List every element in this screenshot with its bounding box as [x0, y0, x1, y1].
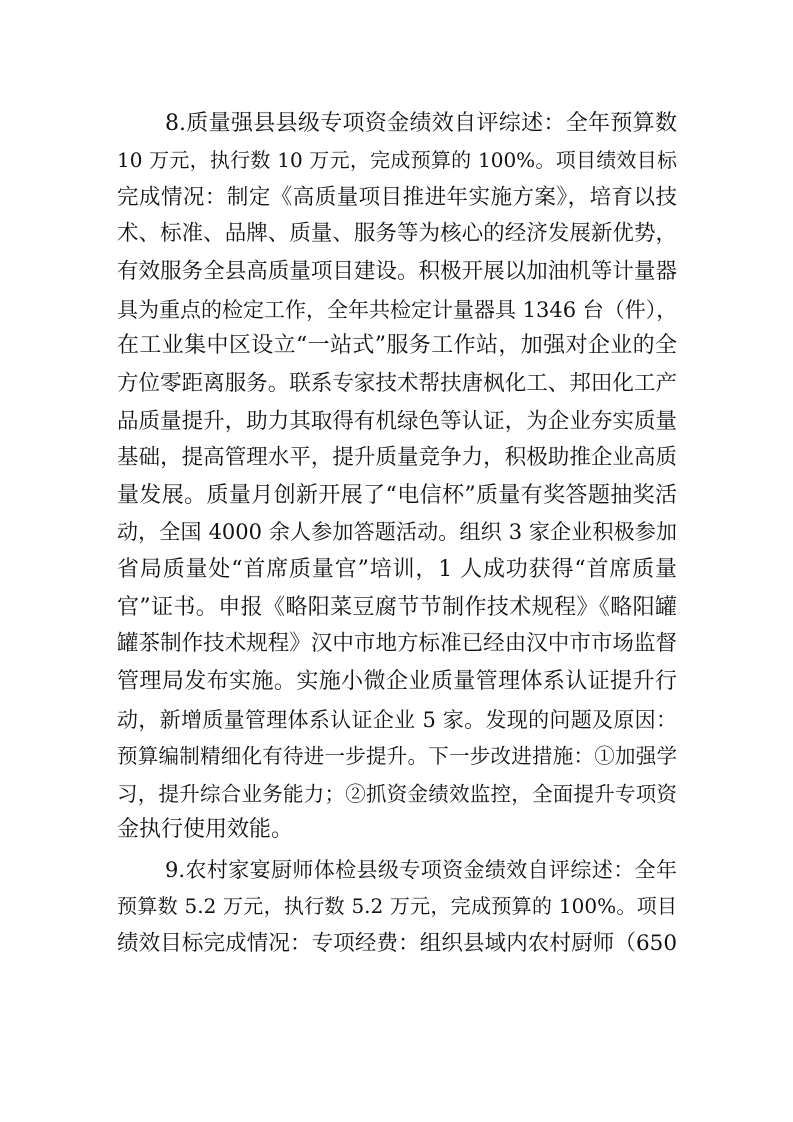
- text-line: 9.农村家宴厨师体检县级专项资金绩效自评综述：全年: [165, 858, 677, 882]
- text-line: 罐茶制作技术规程》汉中市地方标准已经由汉中市市场监督: [117, 631, 677, 656]
- text-line: 绩效目标完成情况：专项经费：组织县域内农村厨师（650: [117, 931, 677, 956]
- text-line: 习，提升综合业务能力；②抓资金绩效监控，全面提升专项资: [117, 782, 677, 806]
- text-line: 在工业集中区设立“一站式”服务工作站，加强对企业的全: [117, 333, 677, 358]
- text-line: 10 万元，执行数 10 万元，完成预算的 100%。项目绩效目标: [117, 148, 677, 172]
- text-line: 量发展。质量月创新开展了“电信杯”质量有奖答题抽奖活: [117, 483, 677, 508]
- text-line: 动，全国 4000 余人参加答题活动。组织 3 家企业积极参加: [117, 520, 677, 544]
- text-line: 有效服务全县高质量项目建设。积极开展以加油机等计量器: [117, 259, 677, 284]
- text-line: 管理局发布实施。实施小微企业质量管理体系认证提升行: [117, 669, 677, 694]
- text-line: 品质量提升，助力其取得有机绿色等认证，为企业夯实质量: [117, 409, 677, 434]
- text-line: 完成情况：制定《高质量项目推进年实施方案》，培育以技: [117, 185, 677, 210]
- text-line: 预算数 5.2 万元，执行数 5.2 万元，完成预算的 100%。项目: [117, 894, 677, 918]
- text-line: 具为重点的检定工作，全年共检定计量器具 1346 台（件），: [117, 298, 678, 322]
- text-line: 方位零距离服务。联系专家技术帮扶唐枫化工、邦田化工产: [117, 371, 677, 396]
- text-line: 术、标准、品牌、质量、服务等为核心的经济发展新优势，: [117, 221, 677, 246]
- text-line: 省局质量处“首席质量官”培训，1 人成功获得“首席质量: [117, 557, 677, 582]
- text-line: 金执行使用效能。: [117, 817, 294, 842]
- text-line: 基础，提高管理水平，提升质量竞争力，积极助推企业高质: [117, 445, 677, 470]
- text-line: 官”证书。申报《略阳菜豆腐节节制作技术规程》《略阳罐: [117, 595, 677, 620]
- text-line: 预算编制精细化有待进一步提升。下一步改进措施：①加强学: [117, 744, 677, 768]
- text-line: 8.质量强县县级专项资金绩效自评综述：全年预算数: [165, 111, 677, 136]
- text-line: 动，新增质量管理体系认证企业 5 家。发现的问题及原因：: [117, 708, 677, 732]
